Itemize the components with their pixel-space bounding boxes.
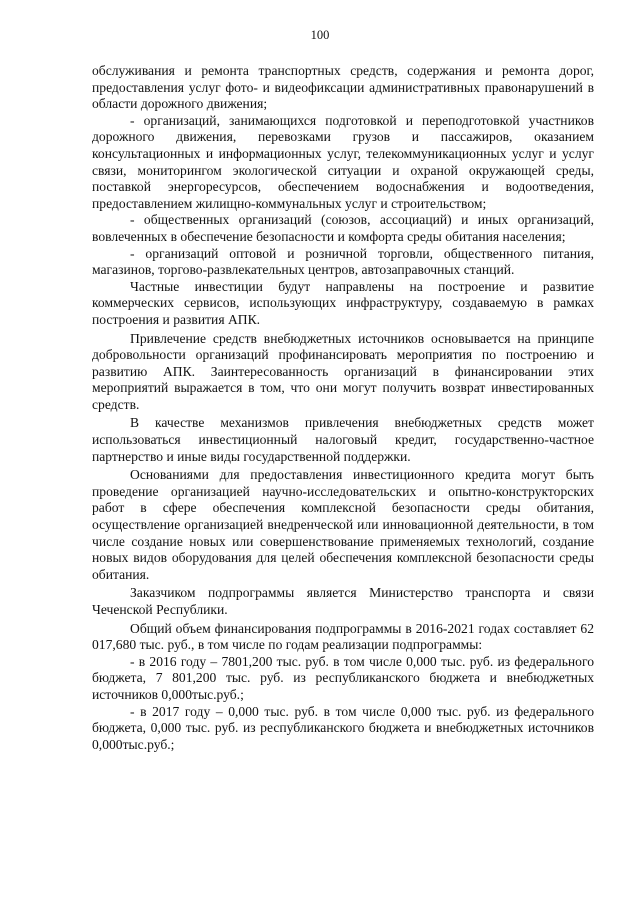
page-number: 100 — [310, 28, 330, 42]
paragraph-list-item: - организаций оптовой и розничной торговли, общественного питания, магазинов, торгово-развлекательных центров, автозаправочных станций. — [92, 245, 594, 278]
paragraph: В качестве механизмов привлечения внебюджетных средств может использоваться инвестиционный налоговый кредит, государственно-частное партнерство и иные виды государственной поддержки. — [92, 415, 594, 464]
paragraph-continuation: обслуживания и ремонта транспортных средств, содержания и ремонта дорог, предоставления услуг фото- и видеофиксации административных правонарушений в области дорожного движения; — [92, 63, 594, 112]
paragraph-list-item: - общественных организаций (союзов, ассоциаций) и иных организаций, вовлеченных в обеспечение безопасности и комфорта среды обитания населения; — [92, 212, 594, 244]
paragraph-list-item: - в 2016 году – 7801,200 тыс. руб. в том числе 0,000 тыс. руб. из федерального бюджета, 7 801,200 тыс. руб. из республиканского бюджета и внебюджетных источников 0,000тыс.руб.; — [92, 653, 594, 702]
paragraph-list-item: - в 2017 году – 0,000 тыс. руб. в том числе 0,000 тыс. руб. из федерального бюджета, 0,000 тыс. руб. из республиканского бюджета и внебюджетных источников 0,000тыс.руб.; — [92, 703, 594, 752]
paragraph-list-item: - организаций, занимающихся подготовкой и переподготовкой участников дорожного движения, перевозками грузов и пассажиров, оказанием консультационных и информационных услуг, телекоммуникационных услуг и услуг связи, мониторингом экологической ситуации и охраной окружающей среды, поставкой энергоресурсов, обеспечением водоснабжения и водоотведения, предоставлением жилищно-коммунальных услуг и строительством; — [92, 112, 594, 211]
paragraph: Привлечение средств внебюджетных источников основывается на принципе добровольности организаций профинансировать мероприятия по построению и развитию АПК. Заинтересованность организаций в финансировании этих мероприятий выражается в том, что они могут получить возврат инвестированных средств. — [92, 330, 594, 412]
paragraph: Заказчиком подпрограммы является Министерство транспорта и связи Чеченской Республики. — [92, 585, 594, 617]
document-body — [92, 63, 594, 753]
paragraph: Основаниями для предоставления инвестиционного кредита могут быть проведение организацией научно-исследовательских и опытно-конструкторских работ в сфере обеспечения комплексной безопасности среды обитания, осуществление организацией внедренческой или инновационной деятельности, в том числе создание новых или совершенствование применяемых технологий, создание новых видов оборудования для целей обеспечения комплексной безопасности среды обитания. — [92, 467, 594, 582]
paragraph: Частные инвестиции будут направлены на построение и развитие коммерческих сервисов, использующих инфраструктуру, создаваемую в рамках построения и развития АПК. — [92, 278, 594, 327]
paragraph: Общий объем финансирования подпрограммы в 2016-2021 годах составляет 62 017,680 тыс. руб., в том числе по годам реализации подпрограммы: — [92, 620, 594, 653]
